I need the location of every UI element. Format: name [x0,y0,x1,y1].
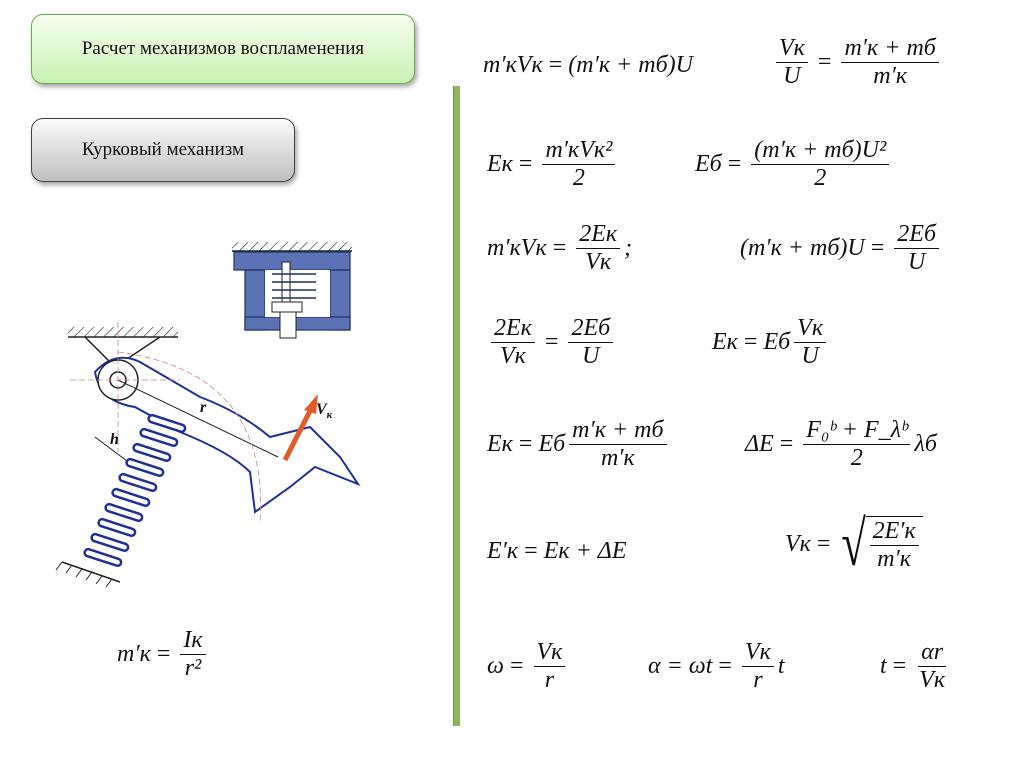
label-h: h [110,431,119,448]
eq-angular-velocity: ω = $\frac{Vк}{r}$ [487,640,569,693]
eq-ek-velocity: Eк = Eб $\frac{Vк}{U}$ [712,316,830,369]
eq-angle: α = ωt = $\frac{Vк}{r}$ t [648,639,785,694]
vertical-divider [453,86,460,726]
spring-base [56,562,120,587]
eq-ek-mass: Eк = Eб $\frac{m'к + mб}{m'к}$ [487,418,671,471]
eq-energy-balance: $\frac{2Eк}{Vк}$ = $\frac{2Eб}{U}$ [487,316,617,369]
label-r: r [200,399,207,416]
eq-reduced-mass: m′к = $\frac{Iк}{\text{r²}}$ [117,628,210,681]
hammer-mechanism-diagram [40,222,370,592]
eq-total-energy: E′к = Eк + ΔE [487,538,627,564]
striker-housing [232,242,352,338]
main-spring [84,414,186,566]
eq-hammer-energy: Eк = $\frac{\text{m′кVк²}}{2}$ [487,138,619,191]
eq-hammer-momentum: m′кVк = $\frac{2Eк}{Vк}$ ; [487,221,633,276]
eq-momentum: m′кVк = (m′к + mб)U [483,52,693,78]
eq-velocity-ratio: $\frac{Vк}{U}$ = $\frac{m'к + mб}{m'к}$ [772,36,943,89]
eq-hammer-velocity: Vк = √ $\frac{2E'к}{m'к}$ [785,512,923,576]
eq-time: t = $\frac{\alpha r}{Vк}$ [880,639,946,694]
eq-striker-energy: Eб = $\frac{\text{(m′к + mб)U²}}{2}$ [695,138,893,191]
eq-striker-momentum: (m′к + mб)U = $\frac{2Eб}{U}$ [740,222,943,275]
section-label: Курковый механизм [31,118,295,182]
label-vk: $V_к$ [316,401,333,421]
slide-title: Расчет механизмов воспламенения [31,14,415,84]
eq-delta-energy: ΔE = $\frac{\text{F₀ᵇ + F\_λᵇ}}{2}$ λб [745,417,937,472]
